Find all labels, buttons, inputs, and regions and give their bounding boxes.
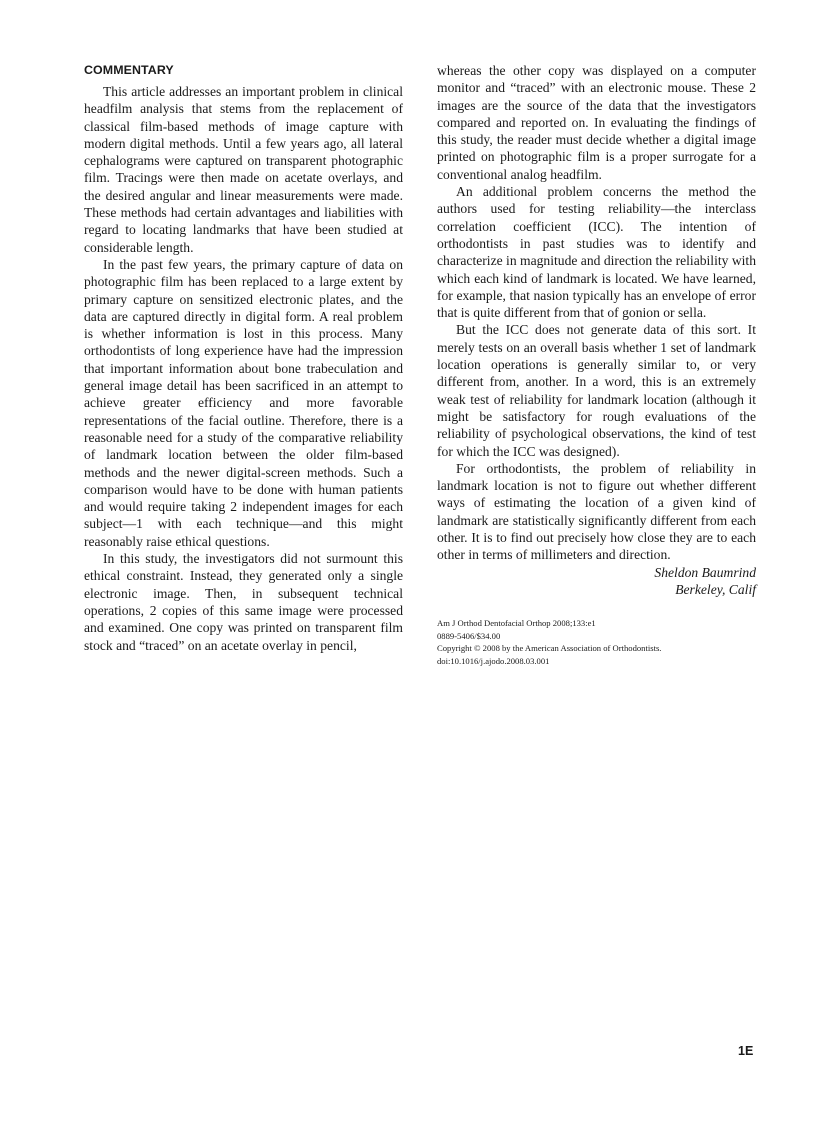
paragraph: This article addresses an important problem in clinical headfilm analysis that stems from the replacement of classical film-based methods of image capture with modern digital methods. Until a few years ago, all lateral cephalograms were captured on transparent photographic film. Tracings were then made on acetate overlays, and the desired angular and linear measurements were made. These methods had certain advantages and liabilities with regard to locating landmarks that have been studied at considerable length.: [84, 84, 403, 255]
paragraph: In the past few years, the primary capture of data on photographic film has been replaced to a large extent by primary capture on sensitized electronic plates, and the data are captured directly in digital form. A real problem is whether information is lost in this process. Many orthodontists of long experience have had the impression that important information about bone trabeculation and general image detail has been sacrificed in an attempt to achieve greater efficiency and more favorable representations of the facial outline. Therefore, there is a reasonable need for a study of the comparative reliability of landmark location between the older film-based methods and the newer digital-screen methods. Such a comparison would have to be done with human patients and would require taking 2 independent images for each subject—1 with each technique—and this might reasonably raise ethical questions.: [84, 256, 403, 549]
page-number: 1E: [738, 1044, 754, 1058]
doi: doi:10.1016/j.ajodo.2008.03.001: [437, 655, 550, 666]
right-column: [437, 62, 756, 598]
paragraph: But the ICC does not generate data of this sort. It merely tests on an overall basis whether 1 set of landmark location operations is generally similar to, or very different from, another. In a word, this is an extremely weak test of reliability for landmark location (although it might be satisfactory for rough evaluations of the reliability of psychological observations, the kind of test for which the ICC was designed).: [437, 322, 756, 459]
copyright-notice: Copyright © 2008 by the American Association of Orthodontists.: [437, 643, 662, 654]
paragraph: For orthodontists, the problem of reliability in landmark location is not to figure out whether different ways of estimating the location of a given kind of landmark are statistically significantly different from each other. It is to find out precisely how close they are to each other in terms of millimeters and direction.: [437, 460, 756, 563]
left-column: [84, 62, 403, 654]
article-metadata: [437, 617, 767, 667]
paragraph: In this study, the investigators did not surmount this ethical constraint. Instead, they generated only a single electronic image. Then, in subsequent technical operations, 2 copies of this same image were processed and examined. One copy was printed on transparent film stock and “traced” on an acetate overlay in pencil,: [84, 551, 403, 653]
journal-citation: Am J Orthod Dentofacial Orthop 2008;133:e1: [437, 618, 596, 628]
author-location: Berkeley, Calif: [675, 581, 756, 597]
section-heading: COMMENTARY: [84, 63, 174, 77]
issn-price: 0889-5406/$34.00: [437, 630, 501, 641]
paragraph-continuation: whereas the other copy was displayed on a computer monitor and “traced” with an electronic mouse. These 2 images are the source of the data that the investigators compared and reported on. In evaluating the findings of this study, the reader must decide whether a digital image printed on photographic film is a proper surrogate for a conventional analog headfilm.: [437, 63, 756, 182]
author-name: Sheldon Baumrind: [654, 564, 756, 580]
paragraph: An additional problem concerns the method the authors used for testing reliability—the interclass correlation coefficient (ICC). The intention of orthodontists in past studies was to identify and characterize in magnitude and direction the reliability with which each kind of landmark is located. We have learned, for example, that nasion typically has an envelope of error that is quite different from that of gonion or sella.: [437, 184, 756, 321]
